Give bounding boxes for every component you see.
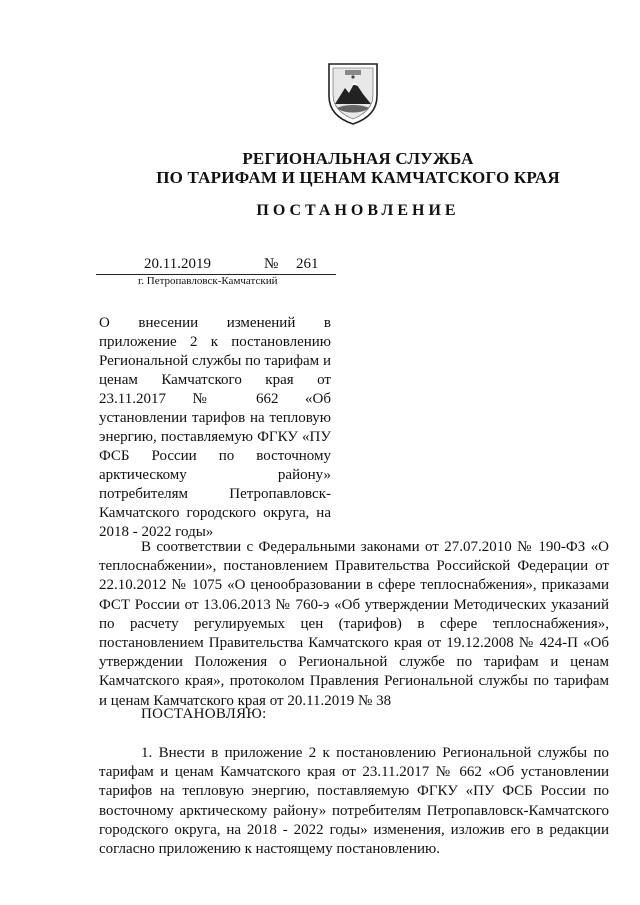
number-sign: № — [264, 256, 279, 272]
document-type-title: ПОСТАНОВЛЕНИЕ — [256, 202, 460, 219]
decree-word: ПОСТАНОВЛЯЮ: — [141, 706, 267, 722]
preamble-paragraph: В соответствии с Федеральными законами от 27.07.2010 № 190-ФЗ «О теплоснабжении», постановлением Правительства Российской Федерации от 22.10.2012 № 1075 «О ценообразовании в сфере теплоснабжения», приказами ФСТ России от 13.06.2013 № 760-э «Об утверждении Методических указаний по расчету регулируемых цен (тарифов) в сфере теплоснабжения», постановлением Правительства Камчатского края от 19.12.2008 № 424-П «Об утверждении Положения о Региональной службе по тарифам и ценам Камчатского края», протоколом Правления Региональной службы по тарифам и ценам Камчатского края от 20.11.2019 № 38 — [99, 539, 609, 709]
org-name-line2: ПО ТАРИФАМ И ЦЕНАМ КАМЧАТСКОГО КРАЯ — [156, 168, 560, 187]
document-number: 261 — [296, 256, 319, 272]
document-city: г. Петропавловск-Камчатский — [138, 275, 278, 287]
date-number-line — [96, 256, 336, 275]
item-1-paragraph: 1. Внести в приложение 2 к постановлению Региональной службы по тарифам и ценам Камчатского края от 23.11.2017 № 662 «Об установлении тарифов на тепловую энергию, поставляемую ФГКУ «ПУ ФСБ России по восточному арктическому району» потребителям Петропавловск-Камчатского городского округа, на 2018 - 2022 годы» изменения, изложив его в редакции согласно приложению к настоящему постановлению. — [99, 745, 609, 858]
document-subject: О внесении изменений в приложение 2 к постановлению Региональной службы по тарифам и ценам Камчатского края от 23.11.2017 № 662 «Об установлении тарифов на тепловую энергию, поставляемую ФГКУ «ПУ ФСБ России по восточному арктическому району» потребителям Петропавловск-Камчатского городского округа, на 2018 - 2022 годы» — [99, 315, 331, 540]
document-date: 20.11.2019 — [144, 256, 211, 272]
org-name-line1: РЕГИОНАЛЬНАЯ СЛУЖБА — [242, 149, 474, 168]
coat-of-arms-icon — [325, 62, 381, 126]
